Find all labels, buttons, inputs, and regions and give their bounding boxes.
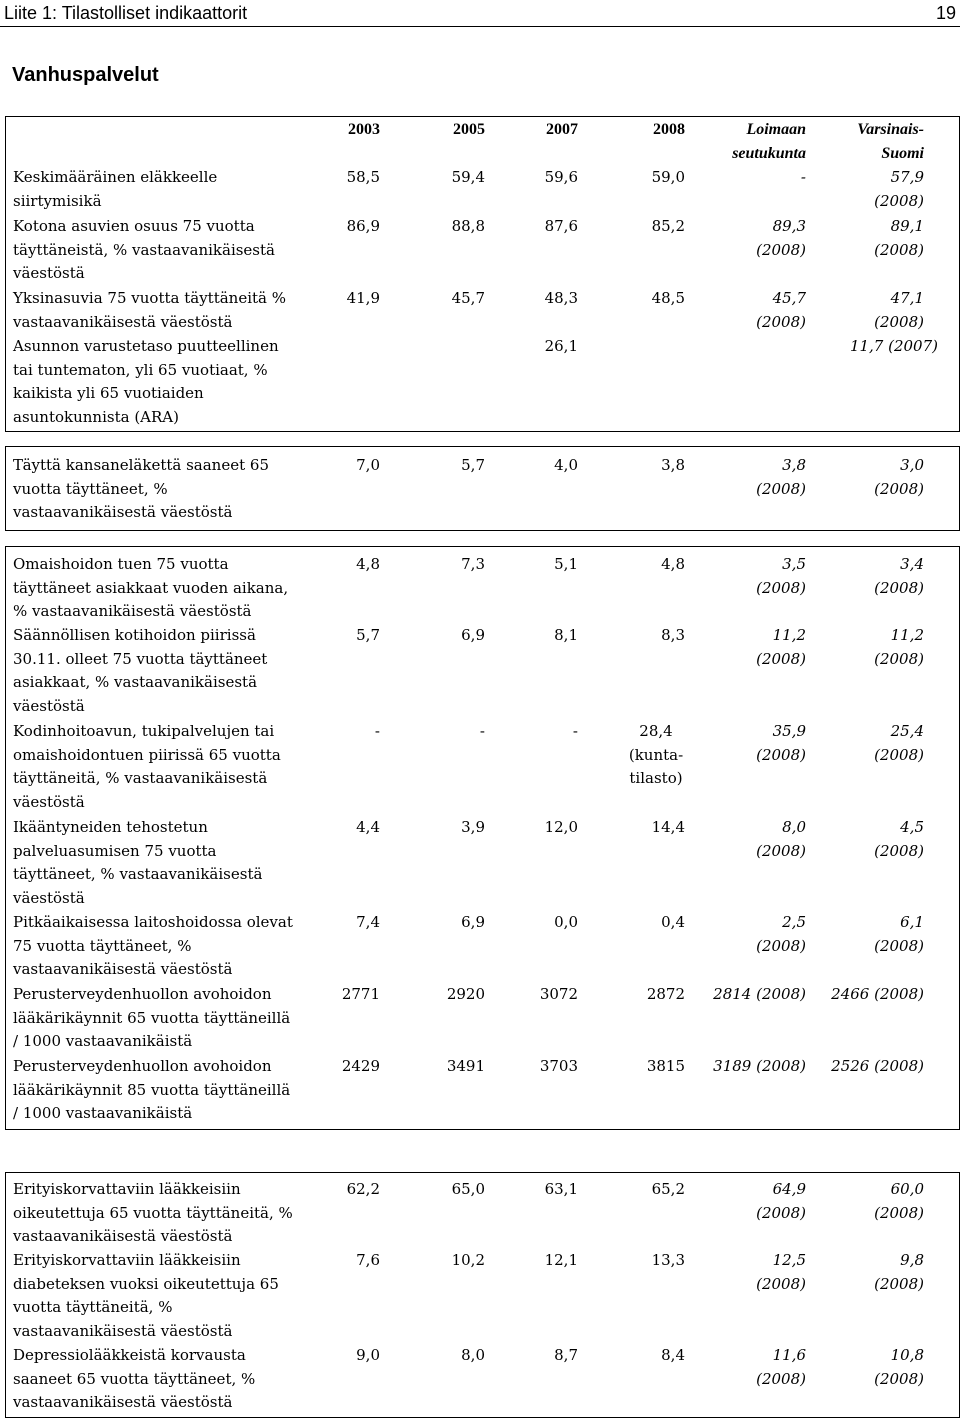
- table-cell: 11,2 (2008): [756, 626, 806, 668]
- table-cell: 3,8 (2008): [756, 456, 806, 498]
- table-cell: -: [479, 722, 485, 740]
- column-header-2003: 2003: [348, 121, 380, 138]
- table-cell: -: [374, 722, 380, 740]
- table-cell: 2526 (2008): [831, 1057, 924, 1075]
- table-cell: 88,8: [451, 217, 485, 235]
- row-label: Säännöllisen kotihoidon piirissä 30.11. olleet 75 vuotta täyttäneet asiakkaat, % vastaavanikäisestä väestöstä: [13, 626, 268, 715]
- table-cell: 13,3: [651, 1251, 685, 1269]
- table-cell: 65,2: [651, 1180, 685, 1198]
- table-cell: 2466 (2008): [831, 985, 924, 1003]
- table-cell: 6,9: [461, 626, 485, 644]
- table-cell: 7,6: [356, 1251, 380, 1269]
- table-cell: 2872: [646, 985, 685, 1003]
- table-cell: 3,9: [461, 818, 485, 836]
- table-cell: 3,5 (2008): [756, 555, 806, 597]
- row-label: Yksinasuvia 75 vuotta täyttäneitä % vastaavanikäisestä väestöstä: [13, 289, 286, 331]
- table-cell: 62,2: [346, 1180, 380, 1198]
- table-cell: 14,4: [651, 818, 685, 836]
- row-label: Erityiskorvattaviin lääkkeisiin oikeutettuja 65 vuotta täyttäneitä, % vastaavanikäisestä väestöstä: [13, 1180, 293, 1246]
- table-cell: 10,2: [451, 1251, 485, 1269]
- table-cell: 47,1 (2008): [874, 289, 924, 331]
- table-cell: 2814 (2008): [713, 985, 806, 1003]
- table-cell: 3491: [446, 1057, 485, 1075]
- section-title: Vanhuspalvelut: [12, 64, 159, 86]
- row-label: Kodinhoitoavun, tukipalvelujen tai omaishoidontuen piirissä 65 vuotta täyttäneitä, % vastaavanikäisestä väestöstä: [13, 722, 281, 811]
- table-cell: 11,6 (2008): [756, 1346, 806, 1388]
- table-cell: 59,0: [651, 168, 685, 186]
- table-cell: 35,9 (2008): [756, 722, 806, 764]
- table-cell: 8,3: [661, 626, 685, 644]
- row-label: Perusterveydenhuollon avohoidon lääkärikäynnit 65 vuotta täyttäneillä / 1000 vastaavanikäistä: [13, 985, 291, 1051]
- column-header-2007: 2007: [546, 121, 578, 138]
- table-cell: 4,0: [554, 456, 578, 474]
- table-cell: 87,6: [544, 217, 578, 235]
- table-cell: 3,8: [661, 456, 685, 474]
- row-label: Kotona asuvien osuus 75 vuotta täyttäneistä, % vastaavanikäisestä väestöstä: [13, 217, 275, 283]
- row-label: Pitkäaikaisessa laitoshoidossa olevat 75 vuotta täyttäneet, % vastaavanikäisestä väestöstä: [13, 913, 293, 979]
- table-cell: 3072: [539, 985, 578, 1003]
- table-cell: 2920: [446, 985, 485, 1003]
- table-cell: 12,5 (2008): [756, 1251, 806, 1293]
- table-cell: 0,4: [661, 913, 685, 931]
- row-label: Perusterveydenhuollon avohoidon lääkärikäynnit 85 vuotta täyttäneillä / 1000 vastaavanikäistä: [13, 1057, 291, 1123]
- table-cell: 8,0: [461, 1346, 485, 1364]
- table-cell: 59,4: [451, 168, 485, 186]
- table-cell: -: [572, 722, 578, 740]
- table-cell: 3,0 (2008): [874, 456, 924, 498]
- table-cell: 2771: [341, 985, 380, 1003]
- row-label: Täyttä kansaneläkettä saaneet 65 vuotta täyttäneet, % vastaavanikäisestä väestöstä: [13, 456, 269, 522]
- table-cell: 28,4 (kunta- tilasto): [628, 722, 684, 788]
- table-cell: 9,0: [356, 1346, 380, 1364]
- row-label: Keskimääräinen eläkkeelle siirtymisikä: [13, 168, 218, 210]
- table-cell: 4,8: [356, 555, 380, 573]
- table-cell: 41,9: [346, 289, 380, 307]
- appendix-title: Liite 1: Tilastolliset indikaattorit: [4, 2, 248, 23]
- row-label: Omaishoidon tuen 75 vuotta täyttäneet asiakkaat vuoden aikana, % vastaavanikäisestä väestöstä: [13, 555, 289, 621]
- table-cell: 3,4 (2008): [874, 555, 924, 597]
- table-cell: 11,2 (2008): [874, 626, 924, 668]
- table-cell: 58,5: [346, 168, 380, 186]
- table-cell: -: [800, 168, 806, 186]
- table-cell: 45,7: [451, 289, 485, 307]
- table-cell: 86,9: [346, 217, 380, 235]
- table-cell: 3703: [539, 1057, 578, 1075]
- table-cell: 5,1: [554, 555, 578, 573]
- table-cell: 65,0: [451, 1180, 485, 1198]
- row-label: Ikääntyneiden tehostetun palveluasumisen 75 vuotta täyttäneet, % vastaavanikäisestä väestöstä: [13, 818, 263, 907]
- table-cell: 59,6: [544, 168, 578, 186]
- table-cell: 12,0: [544, 818, 578, 836]
- table-cell: 12,1: [544, 1251, 578, 1269]
- table-cell: 45,7 (2008): [756, 289, 806, 331]
- row-label: Asunnon varustetaso puutteellinen tai tuntematon, yli 65 vuotiaat, % kaikista yli 65 vuotiaiden asuntokunnista (ARA): [13, 337, 279, 426]
- table-cell: 48,5: [651, 289, 685, 307]
- table-cell: 2,5 (2008): [756, 913, 806, 955]
- table-cell: 8,7: [554, 1346, 578, 1364]
- table-cell: 57,9 (2008): [874, 168, 924, 210]
- table-cell: 3189 (2008): [713, 1057, 806, 1075]
- table-cell: 64,9 (2008): [756, 1180, 806, 1222]
- table-cell: 8,4: [661, 1346, 685, 1364]
- table-cell: 0,0: [554, 913, 578, 931]
- table-cell: 7,4: [356, 913, 380, 931]
- table-cell: 6,9: [461, 913, 485, 931]
- table-cell: 89,3 (2008): [756, 217, 806, 259]
- page-number: 19: [935, 2, 956, 23]
- table-cell: 4,4: [356, 818, 380, 836]
- table-cell: 11,7 (2007): [849, 337, 938, 355]
- row-label: Erityiskorvattaviin lääkkeisiin diabeteksen vuoksi oikeutettuja 65 vuotta täyttäneitä, % vastaavanikäisestä väestöstä: [13, 1251, 279, 1340]
- table-cell: 60,0 (2008): [874, 1180, 924, 1222]
- table-cell: 85,2: [651, 217, 685, 235]
- table-cell: 7,0: [356, 456, 380, 474]
- column-header-loimaa: Loimaan seutukunta: [732, 121, 806, 162]
- table-cell: 5,7: [461, 456, 485, 474]
- table-cell: 48,3: [544, 289, 578, 307]
- table-cell: 8,1: [554, 626, 578, 644]
- column-header-2005: 2005: [453, 121, 485, 138]
- table-cell: 4,5 (2008): [874, 818, 924, 860]
- table-cell: 25,4 (2008): [874, 722, 924, 764]
- table-cell: 2429: [341, 1057, 380, 1075]
- table-cell: 6,1 (2008): [874, 913, 924, 955]
- table-cell: 89,1 (2008): [874, 217, 924, 259]
- table-cell: 8,0 (2008): [756, 818, 806, 860]
- table-cell: 5,7: [356, 626, 380, 644]
- table-cell: 10,8 (2008): [874, 1346, 924, 1388]
- table-cell: 4,8: [661, 555, 685, 573]
- table-cell: 7,3: [461, 555, 485, 573]
- table-cell: 26,1: [544, 337, 578, 355]
- table-cell: 63,1: [544, 1180, 578, 1198]
- column-header-varsinais-suomi: Varsinais- Suomi: [857, 121, 924, 162]
- table-cell: 9,8 (2008): [874, 1251, 924, 1293]
- column-header-2008: 2008: [653, 121, 685, 138]
- row-label: Depressiolääkkeistä korvausta saaneet 65 vuotta täyttäneet, % vastaavanikäisestä väestöstä: [13, 1346, 256, 1412]
- table-cell: 3815: [646, 1057, 685, 1075]
